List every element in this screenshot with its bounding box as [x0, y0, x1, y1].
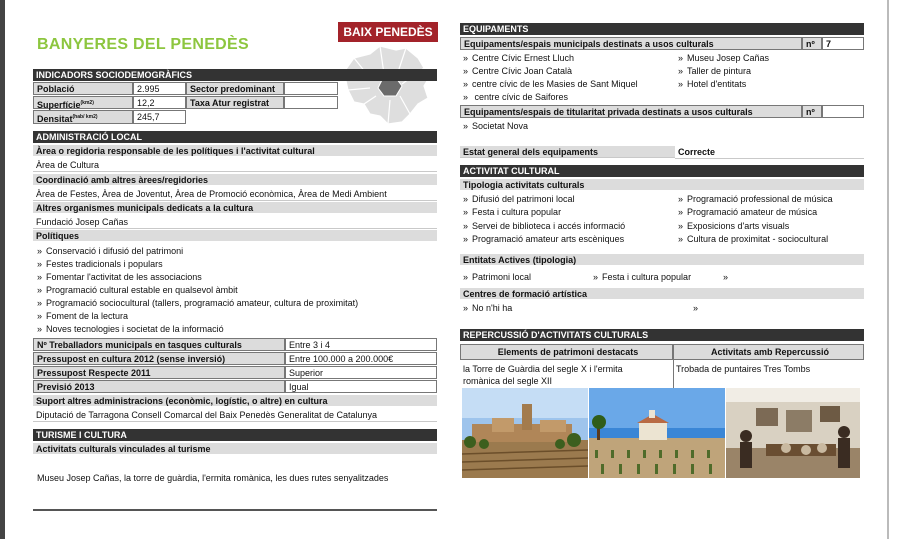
tipologia-item: » Cultura de proximitat - sociocultural: [678, 233, 828, 246]
privada-count: [822, 105, 864, 118]
previsio-label: Previsió 2013: [33, 380, 285, 393]
tipologia-item: » Programació amateur de música: [678, 206, 817, 219]
museum-photo: [726, 388, 860, 478]
estat-label: Estat general dels equipaments: [460, 146, 675, 158]
area-label: Àrea o regidoria responsable de les polítiques i l'activitat cultural: [33, 145, 437, 157]
patrimoni-value: la Torre de Guàrdia del segle X i l'ermita romànica del segle XII: [463, 364, 623, 386]
altres-label: Altres organismes municipals dedicats a la cultura: [33, 202, 437, 214]
page-border: [0, 0, 5, 539]
respecte-label: Pressupost Respecte 2011: [33, 366, 285, 379]
area-value: Àrea de Cultura: [33, 159, 437, 172]
entitat-item: » Patrimoni local: [463, 271, 531, 284]
turisme-header: TURISME I CULTURA: [33, 429, 437, 441]
region-badge: BAIX PENEDÈS: [338, 22, 438, 42]
politica-item: » Festes tradicionals i populars: [37, 258, 163, 271]
politica-item: » Conservació i difusió del patrimoni: [37, 245, 183, 258]
privada-no-label: nº: [802, 105, 822, 118]
indicators-header: INDICADORS SOCIODEMOGRÀFICS: [33, 69, 437, 81]
sector-value: [284, 82, 338, 95]
tipologia-item: » Servei de biblioteca i accés informació: [463, 220, 625, 233]
village-photo: [462, 388, 588, 478]
estat-value: Correcte: [675, 146, 864, 159]
equipament-item: » centre cívic de les Masies de Sant Miquel: [463, 78, 638, 91]
poblacio-label: Població: [33, 82, 133, 95]
previsio-value: Igual: [285, 380, 437, 393]
equipament-item: » Museu Josep Cañas: [678, 52, 769, 65]
pressupost-value: Entre 100.000 a 200.000€: [285, 352, 437, 365]
politica-item: » Programació sociocultural (tallers, programació amateur, cultura de proximitat): [37, 297, 358, 310]
equipament-item: » Centre Cívic Joan Català: [463, 65, 572, 78]
page-title: BANYERES DEL PENEDÈS: [37, 36, 249, 53]
entitat-item: » Festa i cultura popular: [593, 271, 691, 284]
poblacio-value: 2.995: [133, 82, 186, 95]
superficie-value: 12,2: [133, 96, 186, 109]
patrimoni-col-header: Elements de patrimoni destacats: [460, 344, 673, 360]
entitats-label: Entitats Actives (tipologia): [460, 254, 864, 266]
admin-header: ADMINISTRACIÓ LOCAL: [33, 131, 437, 143]
equipament-item: » Hotel d'entitats: [678, 78, 746, 91]
respecte-value: Superior: [285, 366, 437, 379]
superficie-label: Superfície$^{(km2)}$: [33, 96, 133, 109]
tipologia-item: » Programació amateur arts escèniques: [463, 233, 624, 246]
atur-value: [284, 96, 338, 109]
densitat-value: 245,7: [133, 110, 186, 124]
sector-label: Sector predominant: [186, 82, 284, 95]
politiques-label: Polítiques: [33, 230, 437, 242]
coord-label: Coordinació amb altres àrees/regidories: [33, 174, 437, 186]
activitats-value: Trobada de puntaires Tres Tombs: [676, 364, 811, 374]
centre-item: [693, 302, 702, 315]
equipament-item: » Centre Cívic Ernest Lluch: [463, 52, 574, 65]
repercussio-header: REPERCUSSIÓ D'ACTIVITATS CULTURALS: [460, 329, 864, 341]
altres-value: Fundació Josep Cañas: [33, 216, 437, 229]
equipament-item: » centre cívic de Saifores: [463, 91, 568, 104]
municipals-no-label: nº: [802, 37, 822, 50]
municipals-label: Equipaments/espais municipals destinats a usos culturals: [460, 37, 802, 50]
entitat-item: [723, 271, 732, 284]
municipals-count: 7: [822, 37, 864, 50]
centres-label: Centres de formació artística: [460, 288, 864, 300]
tipologia-item: » Festa i cultura popular: [463, 206, 561, 219]
politica-item: » Programació cultural estable en qualsevol àmbit: [37, 284, 238, 297]
suport-value: Diputació de Tarragona Consell Comarcal del Baix Penedès Generalitat de Catalunya: [33, 409, 437, 422]
turisme-activitats-value: Museu Josep Cañas, la torre de guàrdia, l'ermita romànica, les dues rutes senyalitzades: [37, 473, 389, 483]
tipologia-item: » Exposicions d'arts visuals: [678, 220, 789, 233]
region-map: [340, 44, 432, 126]
privada-label: Equipaments/espais de titularitat privada destinats a usos culturals: [460, 105, 802, 118]
politica-item: » Foment de la lectura: [37, 310, 128, 323]
tipologia-label: Tipologia activitats culturals: [460, 179, 864, 191]
atur-label: Taxa Atur registrat: [186, 96, 284, 109]
suport-label: Suport altres administracions (econòmic, logístic, o altre) en cultura: [33, 395, 437, 407]
pressupost-label: Pressupost en cultura 2012 (sense inversió): [33, 352, 285, 365]
politica-item: » Noves tecnologies i societat de la informació: [37, 323, 224, 336]
page-border-right: [887, 0, 889, 539]
tipologia-item: » Difusió del patrimoni local: [463, 193, 575, 206]
hermitage-photo: [589, 388, 725, 478]
privada-item: » Societat Nova: [463, 120, 528, 133]
turisme-activitats-label: Activitats culturals vinculades al turisme: [33, 443, 437, 455]
divider: [33, 509, 437, 511]
politica-item: » Fomentar l'activitat de les associacions: [37, 271, 202, 284]
treballadors-label: Nº Treballadors municipals en tasques culturals: [33, 338, 285, 351]
activitat-header: ACTIVITAT CULTURAL: [460, 165, 864, 177]
coord-value: Àrea de Festes, Àrea de Joventut, Àrea de Promoció econòmica, Àrea de Medi Ambient: [33, 188, 437, 201]
equipament-item: » Taller de pintura: [678, 65, 751, 78]
centre-item: » No n'hi ha: [463, 302, 512, 315]
tipologia-item: » Programació professional de música: [678, 193, 833, 206]
activitats-col-header: Activitats amb Repercussió: [673, 344, 864, 360]
column-divider: [673, 360, 674, 388]
treballadors-value: Entre 3 i 4: [285, 338, 437, 351]
densitat-label: Densitat$^{(hab/ km2)}$: [33, 110, 133, 124]
equipaments-header: EQUIPAMENTS: [460, 23, 864, 35]
